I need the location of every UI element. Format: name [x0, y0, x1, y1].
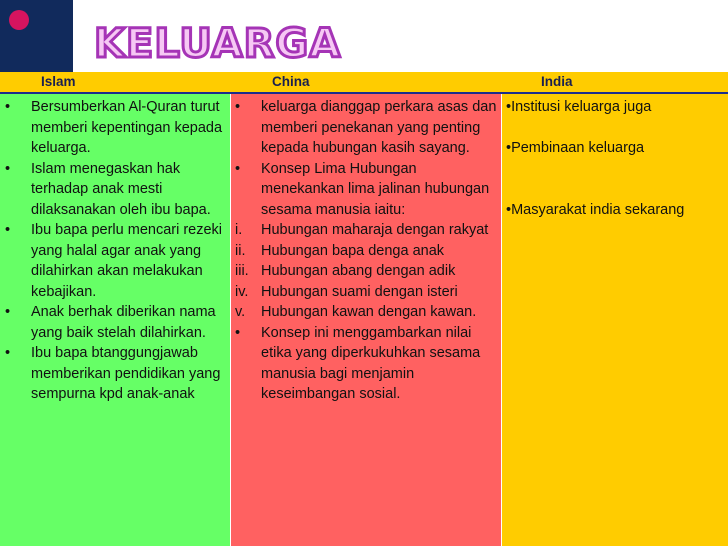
list-item-text: Konsep ini menggambarkan nilai etika yang diperkukuhkan sesama manusia bagi menjamin keseimbangan sosial. [261, 324, 481, 402]
list-item-text: Hubungan abang dengan adik [261, 263, 456, 279]
list-item [5, 159, 227, 221]
list-item [235, 261, 501, 282]
numbered-marker: iii. [235, 263, 249, 279]
list-item-text: Hubungan kawan dengan kawan. [261, 304, 477, 320]
bullet-marker: • [235, 99, 241, 115]
list-item-text: Hubungan bapa denga anak [261, 242, 445, 259]
slide-title: KELUARGA [94, 21, 342, 67]
india-list [506, 97, 726, 241]
list-item [235, 159, 501, 221]
list-item-text: Bersumberkan Al-Quran turut memberi kepentingan kepada keluarga. [31, 99, 223, 156]
list-item [506, 97, 726, 118]
list-item [5, 302, 227, 343]
list-item-text: •Pembinaan keluarga [506, 140, 645, 156]
numbered-marker: i. [235, 222, 243, 238]
bullet-marker: • [5, 345, 11, 361]
list-item-text: •Institusi keluarga juga [506, 99, 652, 115]
list-item-text: Konsep Lima Hubungan menekankan lima jalinan hubungan sesama manusia iaitu: [261, 160, 490, 218]
list-item [235, 97, 501, 159]
bullet-marker: • [235, 160, 241, 177]
list-item [235, 220, 501, 241]
list-item [506, 138, 726, 159]
numbered-marker: iv. [235, 283, 249, 300]
numbered-marker: ii. [235, 242, 246, 259]
china-list [235, 97, 501, 405]
bullet-marker: • [5, 99, 11, 115]
list-item [5, 97, 227, 159]
column-india [502, 94, 728, 546]
bullet-marker: • [5, 304, 11, 320]
list-item-text: Ibu bapa perlu mencari rezeki yang halal agar anak yang dilahirkan akan melakukan kebajikan. [31, 222, 223, 300]
numbered-marker: v. [235, 304, 246, 320]
table-header [0, 72, 728, 94]
list-item [235, 282, 501, 303]
islam-list [5, 97, 227, 405]
list-item-text: Ibu bapa btanggungjawab memberikan pendidikan yang sempurna kpd anak-anak [31, 345, 221, 402]
header-islam: Islam [41, 74, 76, 89]
list-item-text: Islam menegaskan hak terhadap anak mesti dilaksanakan oleh ibu bapa. [31, 160, 211, 218]
column-islam [0, 94, 231, 546]
list-item [5, 343, 227, 405]
header-china: China [272, 74, 310, 89]
column-china [231, 94, 502, 546]
bullet-dot-icon [9, 10, 29, 30]
list-item-text: keluarga dianggap perkara asas dan memberi penekanan yang penting kepada hubungan kasih sayang. [261, 99, 497, 156]
bullet-marker: • [235, 324, 241, 341]
list-item-text: Hubungan suami dengan isteri [261, 283, 458, 300]
list-item [235, 241, 501, 262]
bullet-marker: • [5, 160, 11, 177]
list-item [506, 200, 726, 221]
list-item-text: •Masyarakat india sekarang [506, 201, 685, 218]
corner-block [0, 0, 73, 72]
header-india: India [541, 74, 573, 89]
list-item-text: Anak berhak diberikan nama yang baik stelah dilahirkan. [31, 304, 216, 341]
list-item [235, 302, 501, 323]
list-item-text: Hubungan maharaja dengan rakyat [261, 222, 489, 238]
list-item [5, 220, 227, 302]
list-item [235, 323, 501, 405]
bullet-marker: • [5, 222, 11, 238]
